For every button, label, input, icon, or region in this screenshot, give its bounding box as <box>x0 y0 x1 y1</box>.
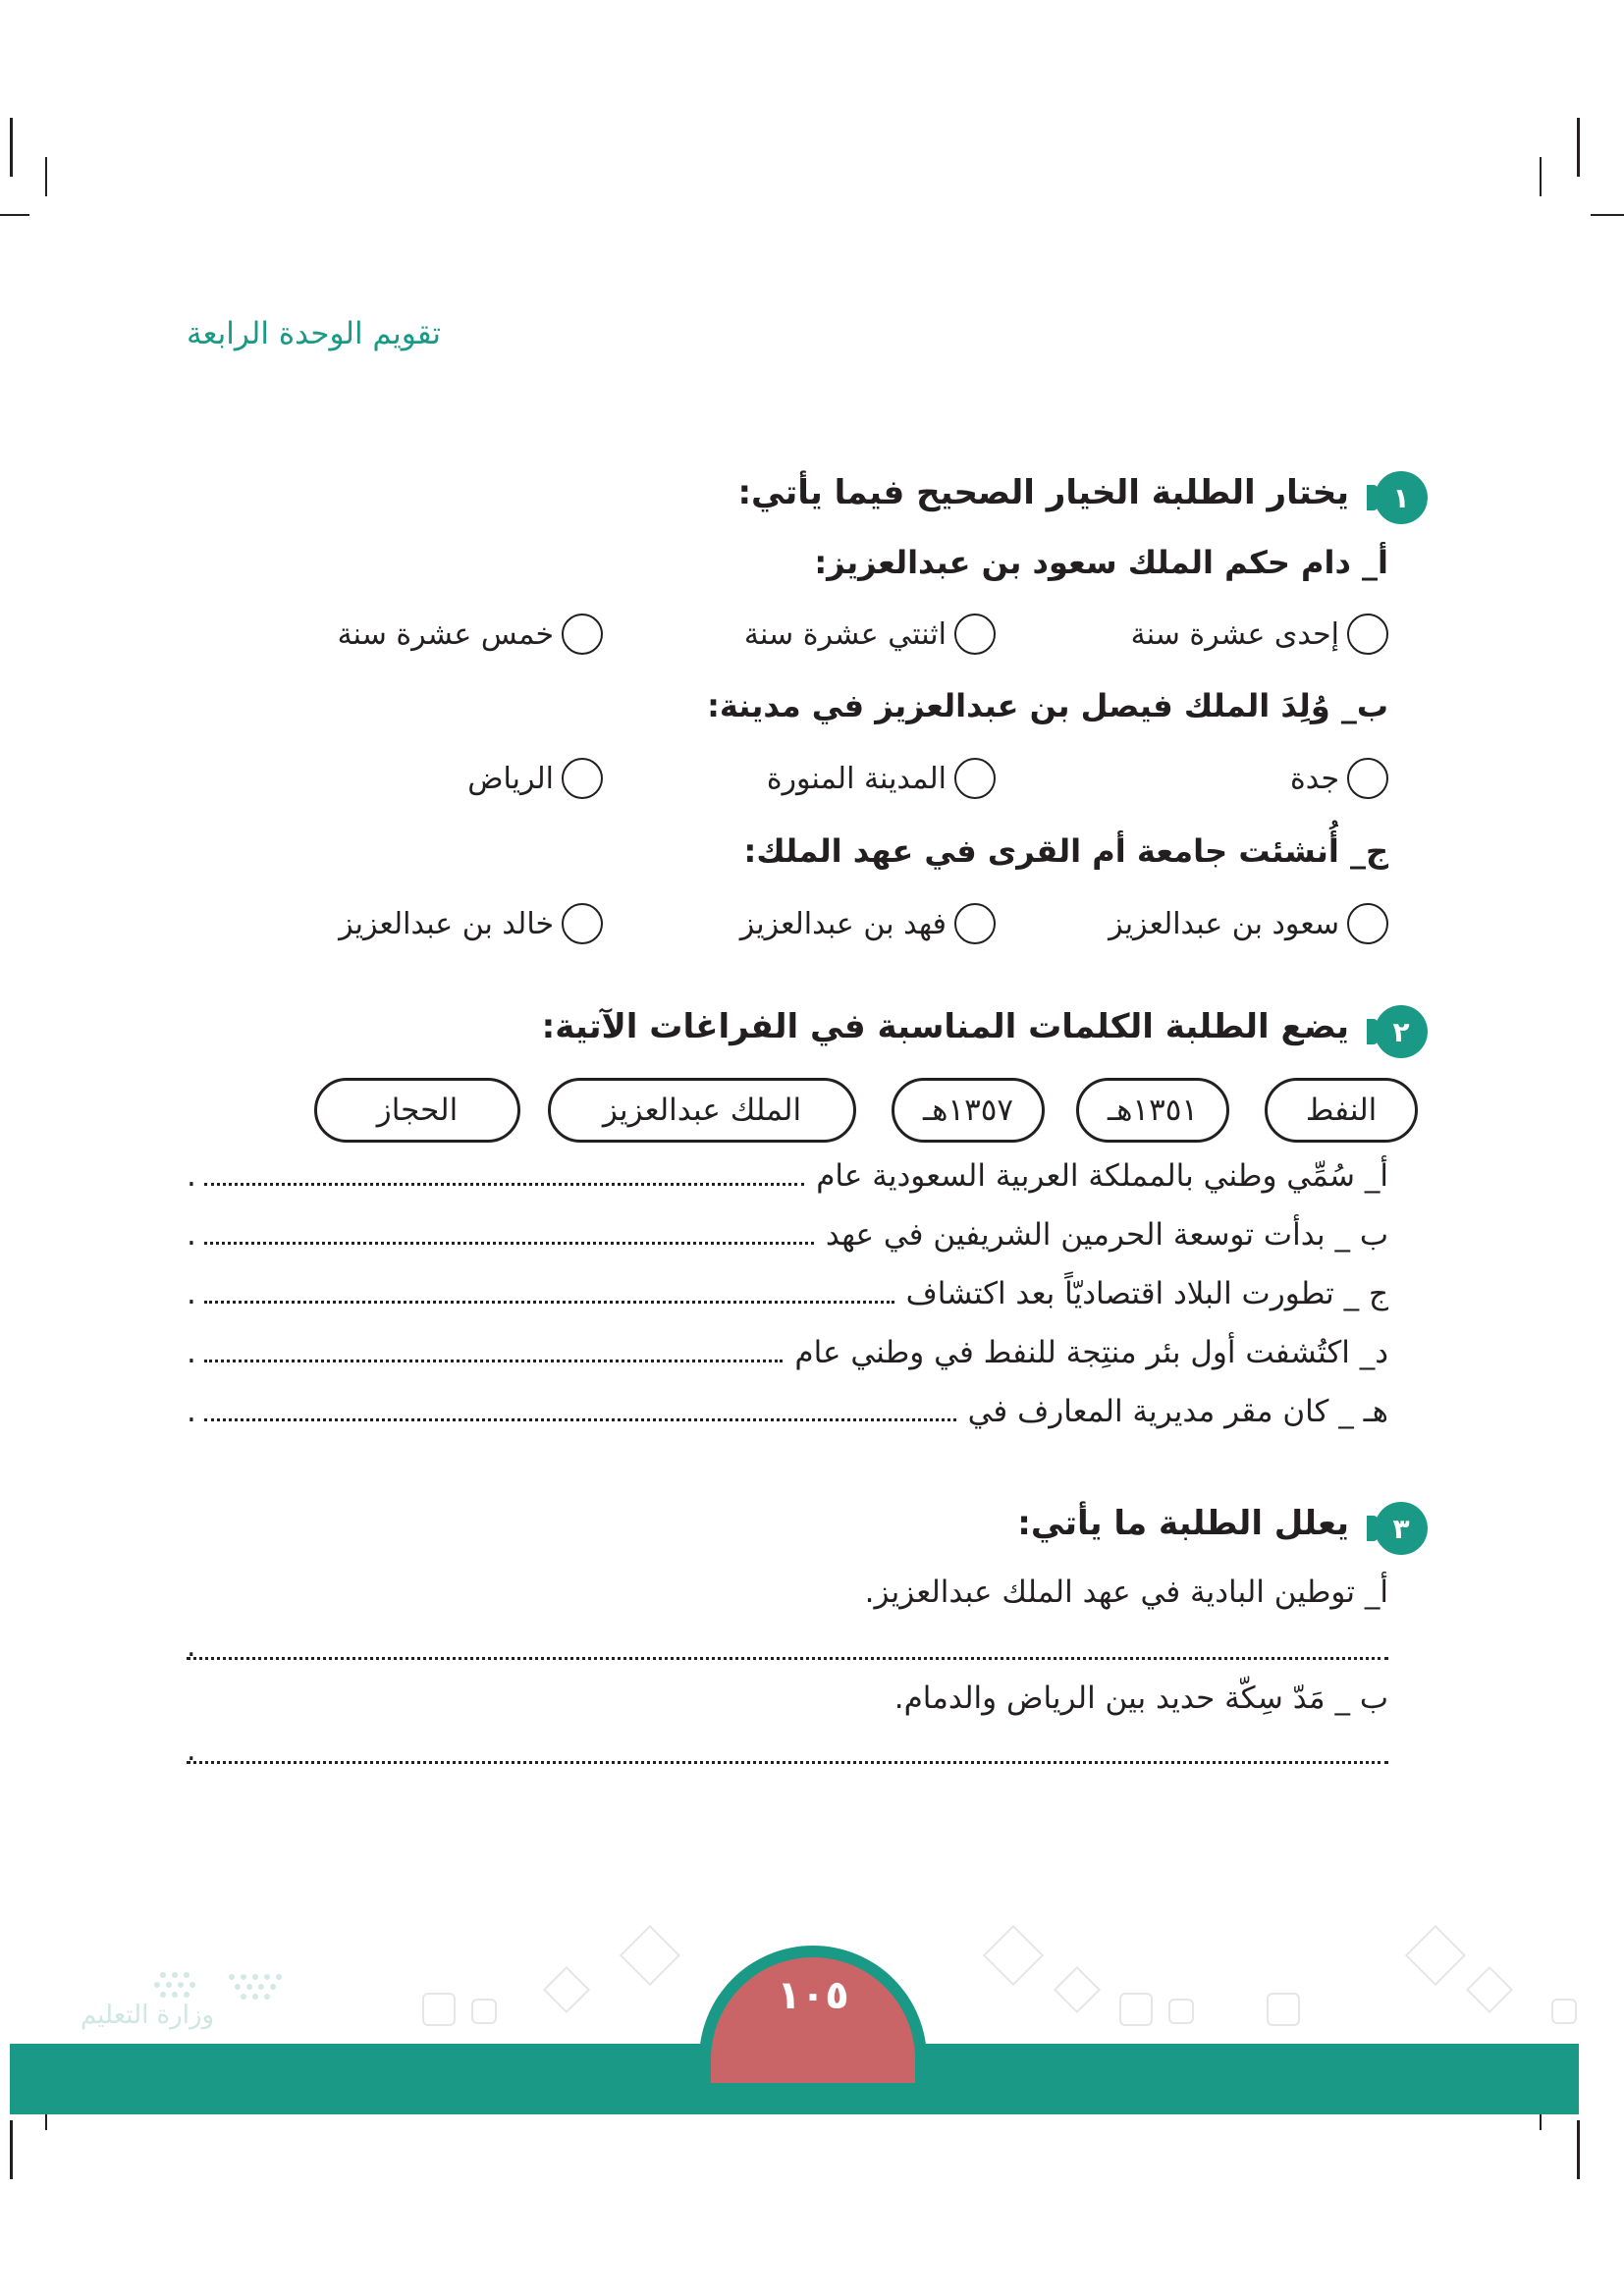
pattern-square <box>422 1993 456 2026</box>
radio-circle[interactable] <box>954 614 996 655</box>
pattern-diamond <box>1054 1966 1101 2013</box>
answer-line-b[interactable] <box>187 1761 1388 1764</box>
pattern-square <box>471 1999 497 2024</box>
option-label: الرياض <box>467 761 554 796</box>
option-1b-3[interactable] <box>467 758 603 799</box>
period: . <box>187 1335 196 1370</box>
question-1-number: ١ <box>1392 481 1410 514</box>
question-3-badge <box>1375 1502 1428 1555</box>
option-label: إحدى عشرة سنة <box>1130 616 1339 652</box>
blank-text: د_ اكتُشفت أول بئر منتِجة للنفط في وطني عام <box>794 1335 1388 1370</box>
question-3-number: ٣ <box>1392 1512 1410 1545</box>
fill-blank-b <box>187 1217 1388 1253</box>
blank-line[interactable] <box>204 1360 784 1362</box>
pattern-square <box>1168 1999 1194 2024</box>
period: . <box>187 1217 196 1253</box>
period: . <box>187 1734 196 1768</box>
period: . <box>187 1394 196 1429</box>
crop-mark <box>10 118 13 177</box>
pattern-square <box>1551 1999 1577 2024</box>
question-1c-text: ج_ أُنشئت جامعة أم القرى في عهد الملك: <box>743 832 1388 870</box>
option-1c-1[interactable] <box>1109 903 1388 944</box>
word-box: النفط <box>1265 1078 1418 1143</box>
option-1c-2[interactable] <box>740 903 996 944</box>
blank-text: ب _ بدأت توسعة الحرمين الشريفين في عهد <box>825 1217 1388 1253</box>
crop-mark <box>1591 214 1624 216</box>
answer-line-a[interactable] <box>187 1657 1388 1660</box>
fill-blank-a <box>187 1158 1388 1194</box>
pattern-square <box>1267 1993 1300 2026</box>
question-2-number: ٢ <box>1392 1015 1410 1048</box>
question-1b-text: ب_ وُلِدَ الملك فيصل بن عبدالعزيز في مدينة: <box>707 687 1388 724</box>
pattern-diamond <box>543 1966 590 2013</box>
radio-circle[interactable] <box>954 903 996 944</box>
period: . <box>187 1158 196 1194</box>
option-label: المدينة المنورة <box>766 761 947 796</box>
word-box: الملك عبدالعزيز <box>548 1078 856 1143</box>
option-label: خالد بن عبدالعزيز <box>339 906 554 941</box>
option-label: اثنتي عشرة سنة <box>743 616 947 652</box>
option-1a-1[interactable] <box>1131 614 1388 655</box>
question-2-badge <box>1375 1005 1428 1058</box>
reason-item-b: ب _ مَدّ سِكّة حديد بين الرياض والدمام. <box>893 1681 1388 1716</box>
radio-circle[interactable] <box>562 614 603 655</box>
crop-mark <box>1577 118 1580 177</box>
crop-mark <box>1577 2120 1580 2179</box>
option-1b-1[interactable] <box>1290 758 1388 799</box>
crop-mark <box>45 157 47 196</box>
option-label: فهد بن عبدالعزيز <box>739 906 947 941</box>
radio-circle[interactable] <box>1347 903 1388 944</box>
option-1a-2[interactable] <box>744 614 996 655</box>
blank-line[interactable] <box>204 1183 804 1186</box>
pattern-diamond <box>1405 1925 1466 1986</box>
period: . <box>187 1276 196 1311</box>
question-1-badge <box>1375 471 1428 524</box>
question-1a-text: أ_ دام حكم الملك سعود بن عبدالعزيز: <box>814 544 1388 581</box>
option-1c-3[interactable] <box>339 903 603 944</box>
word-box: ١٣٥٧هـ <box>892 1078 1045 1143</box>
question-2-title: يضع الطلبة الكلمات المناسبة في الفراغات الآتية: <box>541 1007 1349 1046</box>
blank-line[interactable] <box>204 1418 956 1421</box>
blank-text: أ_ سُمِّي وطني بالمملكة العربية السعودية عام <box>816 1158 1388 1194</box>
blank-text: ج _ تطورت البلاد اقتصاديّاً بعد اكتشاف <box>905 1276 1388 1311</box>
radio-circle[interactable] <box>562 903 603 944</box>
page-number: ١٠٥ <box>777 1973 849 2018</box>
radio-circle[interactable] <box>954 758 996 799</box>
radio-circle[interactable] <box>562 758 603 799</box>
radio-circle[interactable] <box>1347 614 1388 655</box>
fill-blank-d <box>187 1335 1388 1370</box>
pattern-square <box>1119 1993 1153 2026</box>
crop-mark <box>10 2120 13 2179</box>
option-1a-3[interactable] <box>338 614 603 655</box>
unit-title: تقويم الوحدة الرابعة <box>187 316 442 351</box>
fill-blank-c <box>187 1276 1388 1311</box>
blank-text: هـ _ كان مقر مديرية المعارف في <box>967 1394 1388 1429</box>
pattern-diamond <box>983 1925 1044 1986</box>
period: . <box>187 1629 196 1664</box>
radio-circle[interactable] <box>1347 758 1388 799</box>
word-box: ١٣٥١هـ <box>1076 1078 1229 1143</box>
crop-mark <box>0 214 29 216</box>
fill-blank-e <box>187 1394 1388 1429</box>
reason-item-a: أ_ توطين البادية في عهد الملك عبدالعزيز. <box>864 1575 1388 1610</box>
pattern-diamond <box>620 1925 680 1986</box>
option-1b-2[interactable] <box>767 758 996 799</box>
question-1-title: يختار الطلبة الخيار الصحيح فيما يأتي: <box>737 473 1349 512</box>
question-3-title: يعلل الطلبة ما يأتي: <box>1017 1504 1349 1543</box>
ministry-name: وزارة التعليم <box>81 2001 215 2030</box>
option-label: جدة <box>1289 761 1339 796</box>
option-label: سعود بن عبدالعزيز <box>1109 906 1339 941</box>
option-label: خمس عشرة سنة <box>337 616 554 652</box>
word-box: الحجاز <box>314 1078 520 1143</box>
pattern-diamond <box>1466 1966 1513 2013</box>
blank-line[interactable] <box>204 1301 894 1304</box>
crop-mark <box>1540 157 1542 196</box>
blank-line[interactable] <box>204 1242 814 1245</box>
